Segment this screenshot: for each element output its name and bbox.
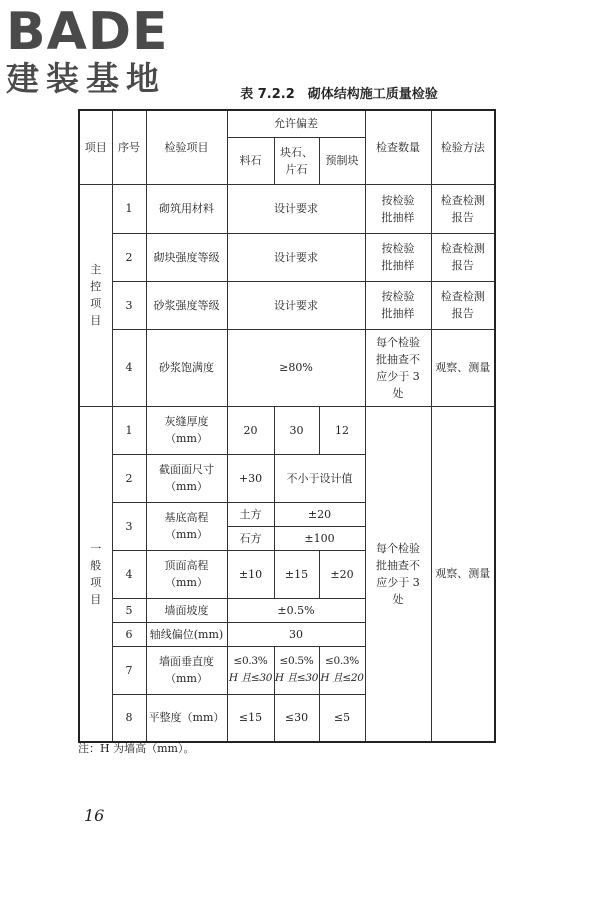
main-value: ≥80% — [227, 329, 365, 406]
general-val-bc: 不小于设计值 — [274, 454, 365, 502]
general-val-a: 20 — [227, 406, 274, 454]
main-name: 砂浆强度等级 — [146, 281, 227, 329]
general-name: 顶面高程（mm） — [146, 550, 227, 598]
general-val-a: +30 — [227, 454, 274, 502]
main-method: 检查检测报告 — [431, 184, 495, 233]
main-method: 检查检测报告 — [431, 281, 495, 329]
table-row — [79, 406, 495, 454]
general-name: 截面面尺寸（mm） — [146, 454, 227, 502]
general-val-a-line1: ≤0.3% — [233, 655, 268, 667]
table-row — [79, 329, 495, 406]
general-value: ±0.5% — [227, 598, 365, 622]
main-seq: 4 — [112, 329, 146, 406]
general-val-a: ≤15 — [227, 694, 274, 742]
general-name: 墙面坡度 — [146, 598, 227, 622]
general-name: 墙面垂直度（mm） — [146, 646, 227, 694]
main-value: 设计要求 — [227, 184, 365, 233]
table-caption: 表 7.2.2 砌体结构施工质量检验 — [240, 87, 438, 102]
general-val-b: ≤30 — [274, 694, 319, 742]
inspection-table — [78, 109, 496, 743]
general-val-a: ±10 — [227, 550, 274, 598]
general-seq: 6 — [112, 622, 146, 646]
general-val-c-line2: H 且≤20 — [320, 672, 364, 684]
general-seq: 8 — [112, 694, 146, 742]
main-name: 砌筑用材料 — [146, 184, 227, 233]
general-method: 观察、测量 — [431, 406, 495, 742]
main-method: 检查检测报告 — [431, 233, 495, 281]
header-item: 项目 — [79, 110, 112, 184]
main-seq: 2 — [112, 233, 146, 281]
page-number: 16 — [84, 806, 105, 825]
table-row — [79, 184, 495, 233]
general-name: 平整度（mm） — [146, 694, 227, 742]
general-seq: 4 — [112, 550, 146, 598]
general-name: 基底高程（mm） — [146, 502, 227, 550]
general-name: 轴线偏位(mm) — [146, 622, 227, 646]
main-value: 设计要求 — [227, 281, 365, 329]
general-rock-value: ±100 — [274, 526, 365, 550]
general-seq: 5 — [112, 598, 146, 622]
table-row — [79, 233, 495, 281]
general-val-b-line1: ≤0.5% — [279, 655, 314, 667]
main-name: 砌块强度等级 — [146, 233, 227, 281]
general-val-c: ≤5 — [319, 694, 365, 742]
main-value: 设计要求 — [227, 233, 365, 281]
general-seq: 1 — [112, 406, 146, 454]
general-val-a-line2: H 且≤30 — [228, 672, 273, 684]
general-value: 30 — [227, 622, 365, 646]
header-kuaishi: 块石、片石 — [274, 137, 319, 184]
general-val-c: 12 — [319, 406, 365, 454]
header-liaoshi: 料石 — [227, 137, 274, 184]
main-method: 观察、测量 — [431, 329, 495, 406]
general-val-c — [319, 646, 365, 694]
general-seq: 2 — [112, 454, 146, 502]
header-method: 检验方法 — [431, 110, 495, 184]
general-rock-label: 石方 — [227, 526, 274, 550]
header-seq: 序号 — [112, 110, 146, 184]
general-soil-label: 土方 — [227, 502, 274, 526]
header-check: 检验项目 — [146, 110, 227, 184]
header-yuzhi: 预制块 — [319, 137, 365, 184]
main-group-label: 主控项目 — [79, 184, 112, 406]
general-val-b — [274, 646, 319, 694]
table-note: 注：H 为墙高（mm）。 — [78, 742, 195, 755]
main-qty: 每个检验批抽查不应少于 3 处 — [365, 329, 431, 406]
general-qty: 每个检验批抽查不应少于 3 处 — [365, 406, 431, 742]
general-name: 灰缝厚度（mm） — [146, 406, 227, 454]
logo-wordmark: BADE — [6, 2, 169, 62]
main-qty: 按检验批抽样 — [365, 184, 431, 233]
general-soil-value: ±20 — [274, 502, 365, 526]
main-name: 砂浆饱满度 — [146, 329, 227, 406]
main-qty: 按检验批抽样 — [365, 233, 431, 281]
general-val-b-line2: H 且≤30 — [274, 672, 319, 684]
general-val-b: ±15 — [274, 550, 319, 598]
general-val-c-line1: ≤0.3% — [325, 655, 359, 667]
main-seq: 3 — [112, 281, 146, 329]
header-qty: 检查数量 — [365, 110, 431, 184]
table-row — [79, 281, 495, 329]
general-seq: 7 — [112, 646, 146, 694]
general-group-label: 一般项目 — [79, 406, 112, 742]
general-seq: 3 — [112, 502, 146, 550]
general-val-c: ±20 — [319, 550, 365, 598]
general-val-a — [227, 646, 274, 694]
main-seq: 1 — [112, 184, 146, 233]
logo-chinese: 建装基地 — [6, 59, 166, 98]
general-val-b: 30 — [274, 406, 319, 454]
main-qty: 按检验批抽样 — [365, 281, 431, 329]
header-allowed: 允许偏差 — [227, 110, 365, 137]
